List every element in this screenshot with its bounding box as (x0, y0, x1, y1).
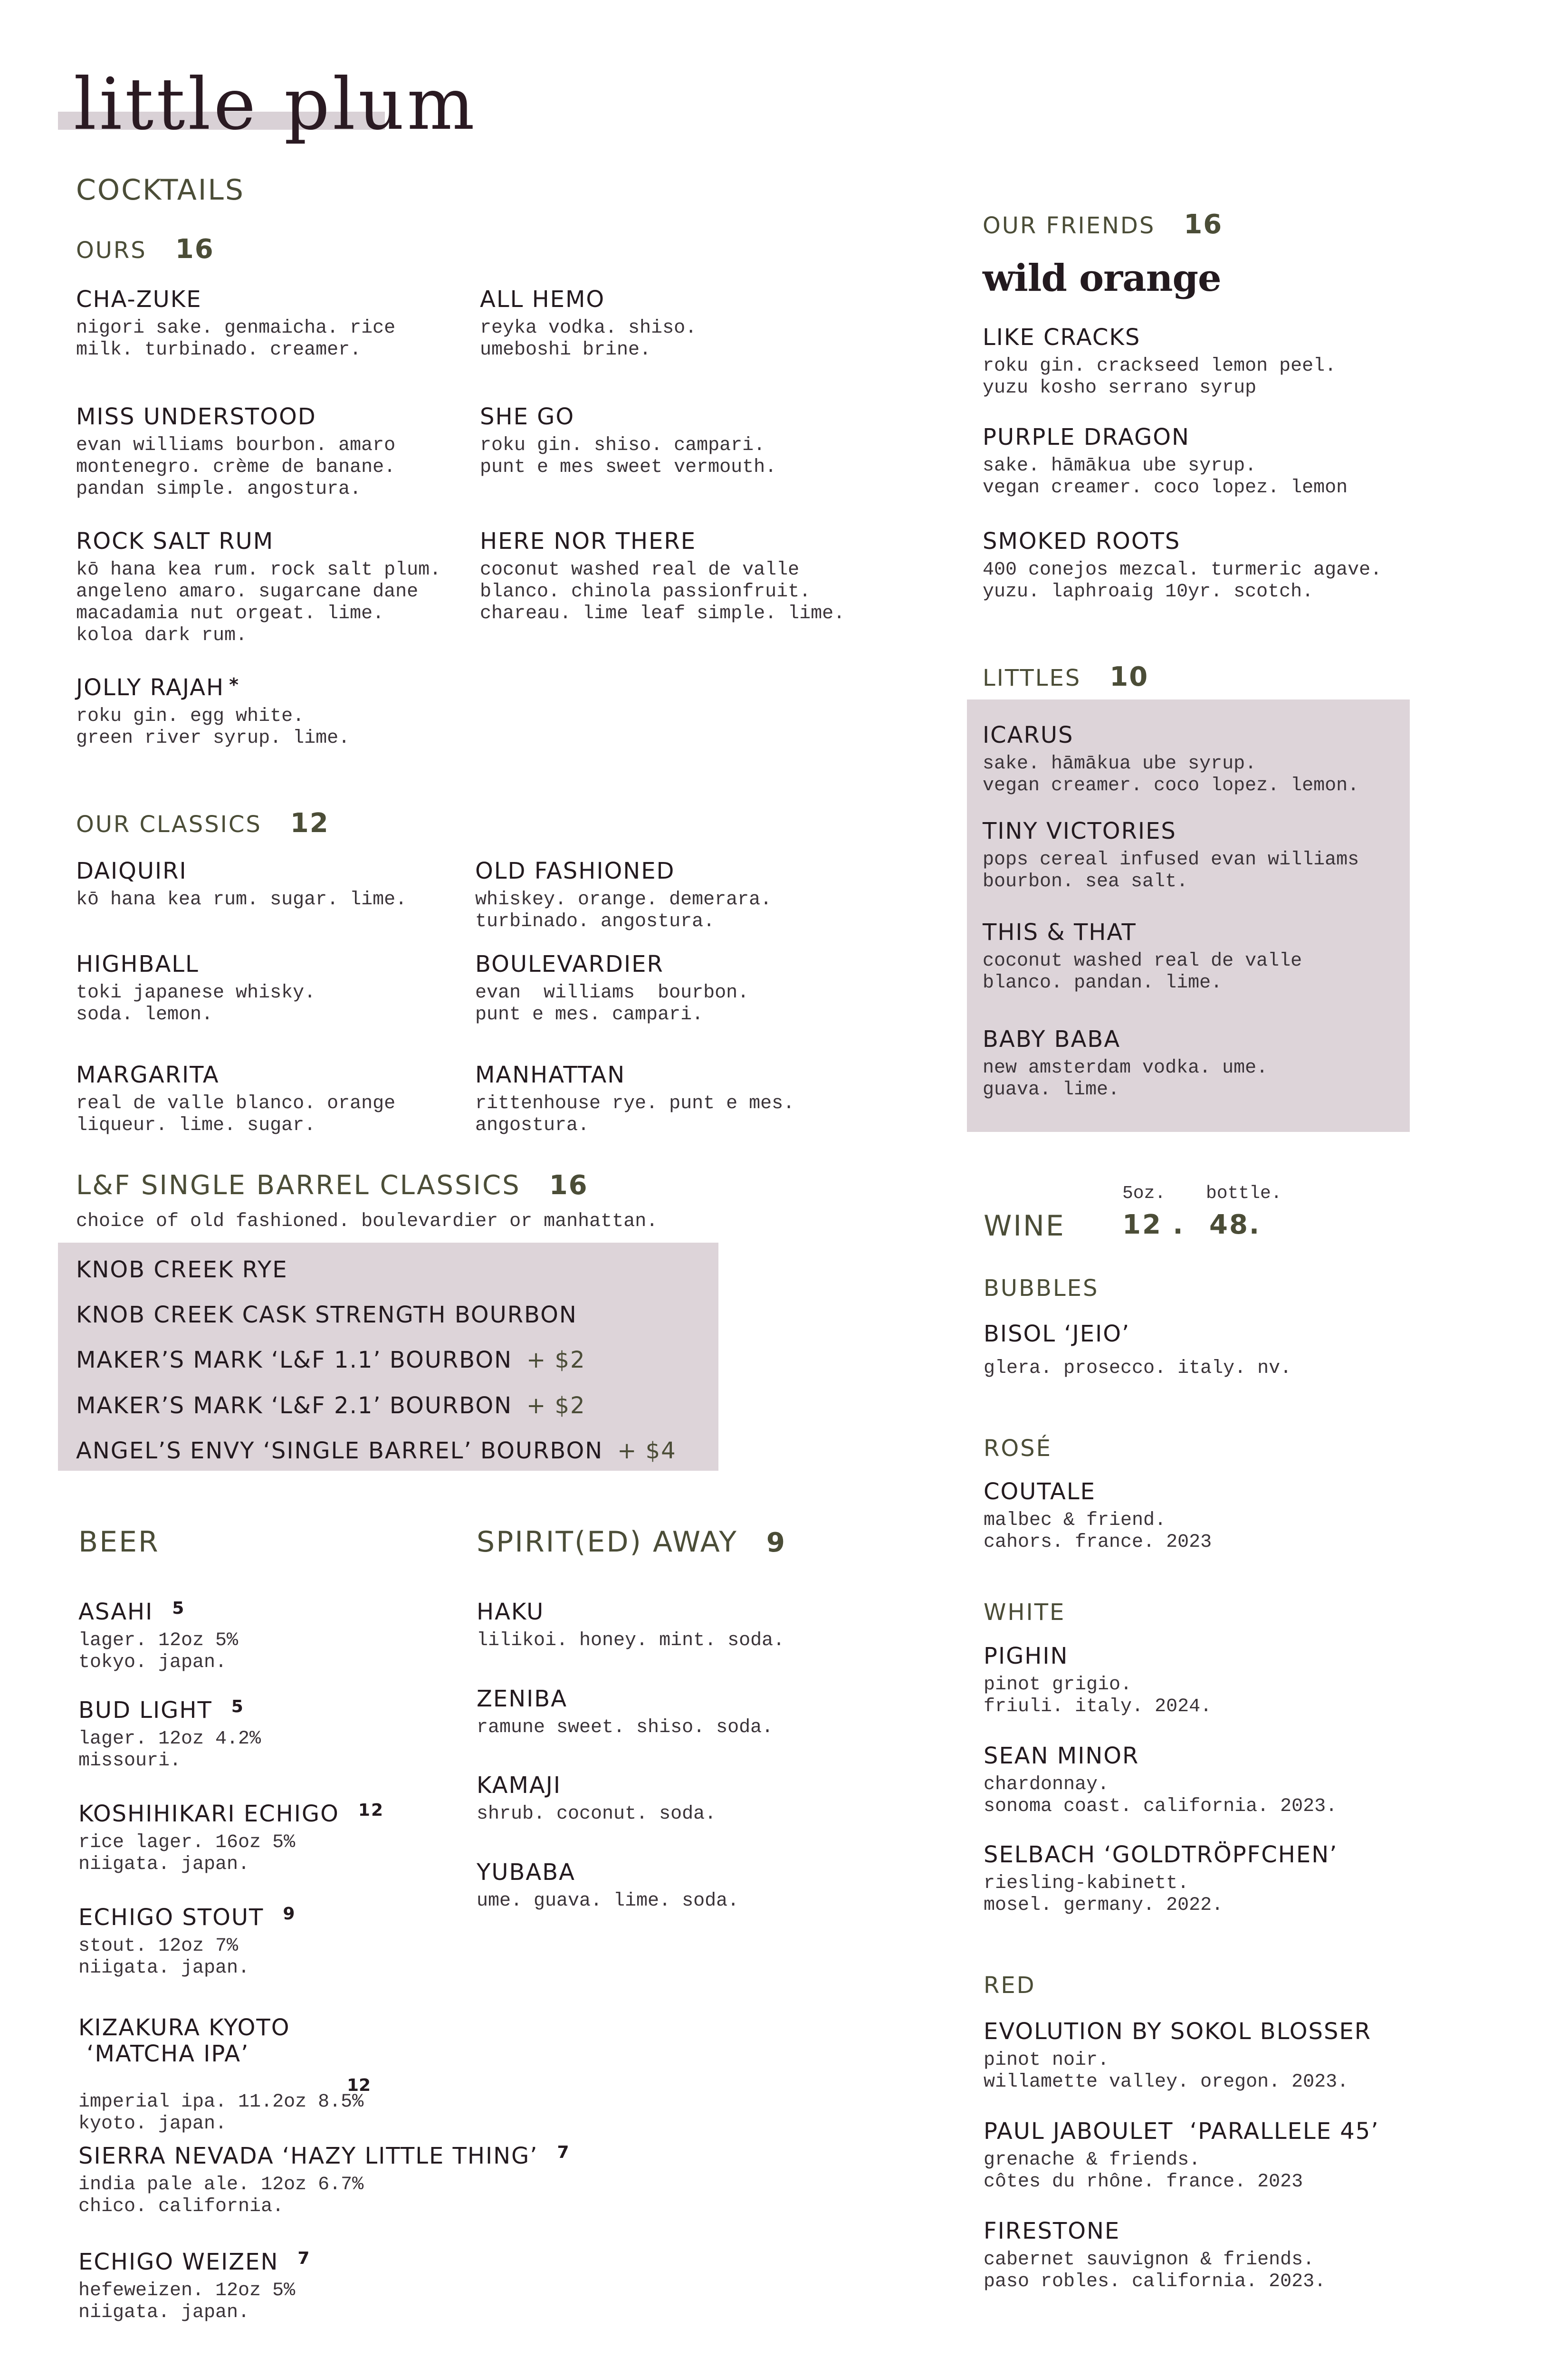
item-desc: rittenhouse rye. punt e mes. angostura. (475, 1093, 795, 1137)
cocktail-item (480, 404, 776, 479)
beer-price: 12 (358, 1801, 384, 1820)
beer-name-row (78, 2143, 570, 2169)
spirited-item (477, 1772, 716, 1825)
beer-name: ECHIGO WEIZEN (78, 2249, 279, 2275)
item-desc: evan williams bourbon. punt e mes. campari. (475, 982, 749, 1026)
wine-item (984, 2118, 1379, 2193)
spirited-price: 9 (766, 1527, 786, 1558)
wine-price-glass: 12 . (1122, 1209, 1185, 1240)
barrel-name: MAKER’S MARK ‘L&F 1.1’ BOURBON (76, 1347, 512, 1374)
cocktail-item (76, 858, 407, 911)
beer-desc: hefeweizen. 12oz 5% niigata. japan. (78, 2280, 296, 2324)
littles-label: LITTLES (983, 665, 1081, 691)
barrel-item (76, 1257, 718, 1283)
beer-name: KIZAKURA KYOTO ‘MATCHA IPA’ (78, 2014, 290, 2068)
wine-item (984, 1643, 1212, 1718)
cocktail-item (475, 1062, 794, 1137)
classics-label: OUR CLASSICS (76, 811, 262, 838)
item-name: SHE GO (480, 403, 575, 430)
beer-name: BUD LIGHT (78, 1697, 212, 1724)
item-name: JOLLY RAJAH (76, 674, 225, 701)
friends-item (983, 528, 1382, 603)
beer-desc: imperial ipa. 11.2oz 8.5% kyoto. japan. (78, 2091, 364, 2135)
barrel-item (76, 1438, 718, 1464)
item-name: PIGHIN (984, 1643, 1069, 1669)
friends-heading (983, 209, 1223, 240)
beer-name-row (78, 2249, 310, 2275)
beer-desc: lager. 12oz 4.2% missouri. (78, 1728, 261, 1772)
barrel-name: MAKER’S MARK ‘L&F 2.1’ BOURBON (76, 1392, 512, 1419)
item-desc: 400 conejos mezcal. turmeric agave. yuzu. laphroaig 10yr. scotch. (983, 559, 1382, 603)
beer-price: 9 (283, 1904, 296, 1924)
item-name: PAUL JABOULET ‘PARALLELE 45’ (984, 2118, 1379, 2145)
item-desc: reyka vodka. shiso. umeboshi brine. (480, 317, 697, 361)
beer-heading: BEER (78, 1525, 160, 1559)
item-desc: shrub. coconut. soda. (477, 1803, 717, 1825)
cocktail-item (76, 404, 395, 500)
item-desc: kō hana kea rum. rock salt plum. angeleno amaro. sugarcane dane macadamia nut orgeat. lime. koloa dark rum. (76, 559, 441, 647)
item-desc: roku gin. shiso. campari. punt e mes sweet vermouth. (480, 435, 777, 479)
barrel-item (76, 1302, 718, 1328)
littles-item (983, 722, 1359, 797)
white-heading: WHITE (984, 1599, 1066, 1626)
cocktail-item (76, 528, 441, 647)
beer-item (78, 2014, 371, 2135)
spirited-label: SPIRIT(ED) AWAY (477, 1525, 738, 1559)
item-desc: sake. hāmākua ube syrup. vegan creamer. coco lopez. lemon (983, 455, 1348, 499)
cocktail-item (76, 287, 395, 361)
item-desc: pops cereal infused evan williams bourbon. sea salt. (983, 849, 1359, 893)
beer-price: 5 (172, 1599, 185, 1618)
item-desc: evan williams bourbon. amaro montenegro. crème de banane. pandan simple. angostura. (76, 435, 396, 500)
asterisk-mark: * (229, 674, 239, 695)
friends-item (983, 424, 1348, 499)
item-name: SMOKED ROOTS (983, 528, 1181, 555)
beer-desc: lager. 12oz 5% tokyo. japan. (78, 1630, 239, 1674)
wild-orange-logo: wild orange (983, 257, 1221, 300)
spirited-item (477, 1599, 784, 1652)
item-name: ALL HEMO (480, 286, 605, 313)
item-desc: pinot noir. willamette valley. oregon. 2023. (984, 2050, 1349, 2093)
beer-name-row (78, 2015, 363, 2067)
rose-heading: ROSÉ (984, 1435, 1052, 1462)
barrel-item (76, 1347, 718, 1373)
wine-item (984, 2019, 1371, 2093)
beer-item (78, 1905, 296, 1979)
littles-price: 10 (1109, 661, 1149, 692)
item-name: OLD FASHIONED (475, 858, 675, 884)
barrel-item (76, 1393, 718, 1419)
item-desc: riesling-kabinett. mosel. germany. 2022. (984, 1873, 1224, 1916)
barrel-name: KNOB CREEK RYE (76, 1256, 288, 1283)
item-desc: new amsterdam vodka. ume. guava. lime. (983, 1057, 1268, 1101)
item-desc: sake. hāmākua ube syrup. vegan creamer. coco lopez. lemon. (983, 753, 1359, 797)
wine-item (984, 1479, 1212, 1553)
item-name: DAIQUIRI (76, 858, 187, 884)
bubbles-heading: BUBBLES (984, 1275, 1099, 1302)
item-name: HERE NOR THERE (480, 528, 697, 555)
logo: little plum (74, 63, 478, 146)
wine-col-5oz: 5oz. (1122, 1183, 1166, 1204)
beer-item (78, 2249, 310, 2324)
wine-item (984, 1321, 1291, 1380)
friends-price: 16 (1184, 209, 1223, 240)
item-name: HAKU (477, 1599, 545, 1625)
spirited-heading (477, 1525, 786, 1559)
beer-name-row (78, 1599, 238, 1625)
item-desc: glera. prosecco. italy. nv. (984, 1358, 1292, 1380)
item-name: ROCK SALT RUM (76, 528, 274, 555)
item-desc: coconut washed real de valle blanco. chinola passionfruit. chareau. lime leaf simple. lime. (480, 559, 845, 625)
item-desc: ramune sweet. shiso. soda. (477, 1717, 774, 1739)
single-barrel-box (58, 1243, 718, 1471)
item-name: YUBABA (477, 1859, 575, 1886)
item-desc: cabernet sauvignon & friends. paso robles. california. 2023. (984, 2249, 1326, 2293)
beer-price: 7 (297, 2249, 311, 2268)
beer-desc: india pale ale. 12oz 6.7% chico. california. (78, 2174, 364, 2218)
item-desc: pinot grigio. friuli. italy. 2024. (984, 1674, 1212, 1718)
cocktail-item (76, 1062, 395, 1137)
item-desc: kō hana kea rum. sugar. lime. (76, 889, 407, 911)
beer-item (78, 2143, 570, 2218)
cocktail-item (475, 951, 749, 1026)
item-name: THIS & THAT (983, 919, 1137, 946)
littles-item (983, 818, 1359, 893)
beer-name: ASAHI (78, 1599, 153, 1625)
ours-price: 16 (175, 234, 214, 265)
item-name: MISS UNDERSTOOD (76, 403, 316, 430)
beer-name: ECHIGO STOUT (78, 1904, 264, 1931)
classics-heading (76, 808, 329, 839)
item-desc: roku gin. crackseed lemon peel. yuzu kosho serrano syrup (983, 355, 1337, 399)
item-desc: lilikoi. honey. mint. soda. (477, 1630, 785, 1652)
item-name: MANHATTAN (475, 1062, 626, 1088)
barrel-addon: + $4 (617, 1437, 677, 1464)
cocktails-heading: COCKTAILS (76, 173, 245, 207)
beer-price: 5 (231, 1697, 244, 1716)
beer-name: KOSHIHIKARI ECHIGO (78, 1801, 339, 1827)
wine-price-bottle: 48. (1209, 1209, 1261, 1240)
item-name: SELBACH ‘GOLDTRÖPFCHEN’ (984, 1841, 1338, 1868)
item-desc: toki japanese whisky. soda. lemon. (76, 982, 316, 1026)
red-heading: RED (984, 1972, 1036, 1999)
littles-item (983, 1026, 1268, 1101)
classics-price: 12 (290, 808, 329, 839)
wine-item (984, 2218, 1326, 2293)
beer-name-row (78, 1697, 261, 1724)
item-name: TINY VICTORIES (983, 818, 1176, 844)
friends-label: OUR FRIENDS (983, 212, 1156, 239)
item-desc: whiskey. orange. demerara. turbinado. angostura. (475, 889, 772, 933)
item-desc: ume. guava. lime. soda. (477, 1890, 739, 1912)
item-name: LIKE CRACKS (983, 324, 1141, 351)
single-barrel-price: 16 (549, 1170, 588, 1201)
item-name: SEAN MINOR (984, 1743, 1139, 1769)
item-name: MARGARITA (76, 1062, 220, 1088)
item-desc: real de valle blanco. orange liqueur. lime. sugar. (76, 1093, 396, 1137)
item-name: COUTALE (984, 1478, 1096, 1505)
wine-col-bottle: bottle. (1206, 1183, 1282, 1204)
beer-name: SIERRA NEVADA ‘HAZY LITTLE THING’ (78, 2143, 538, 2169)
item-desc: nigori sake. genmaicha. rice milk. turbinado. creamer. (76, 317, 396, 361)
beer-price: 12 (347, 2076, 371, 2096)
item-name: KAMAJI (477, 1772, 562, 1799)
cocktail-item (475, 858, 772, 933)
beer-name-row (78, 1801, 384, 1827)
wine-heading: WINE (984, 1209, 1065, 1243)
barrel-name: ANGEL’S ENVY ‘SINGLE BARREL’ BOURBON (76, 1437, 603, 1464)
item-name: ICARUS (983, 722, 1074, 748)
beer-price: 7 (557, 2143, 570, 2162)
single-barrel-heading (76, 1170, 588, 1201)
beer-desc: rice lager. 16oz 5% niigata. japan. (78, 1832, 296, 1876)
beer-item (78, 1697, 261, 1772)
barrel-addon: + $2 (526, 1392, 586, 1419)
cocktail-item (480, 528, 845, 625)
item-name: BOULEVARDIER (475, 951, 664, 977)
spirited-item (477, 1686, 773, 1739)
item-name: CHA-ZUKE (76, 286, 202, 313)
item-name: EVOLUTION BY SOKOL BLOSSER (984, 2018, 1372, 2045)
beer-desc: stout. 12oz 7% niigata. japan. (78, 1935, 250, 1979)
item-desc: malbec & friend. cahors. france. 2023 (984, 1510, 1212, 1553)
wine-item (984, 1743, 1337, 1818)
item-name: FIRESTONE (984, 2218, 1120, 2244)
beer-name-row (78, 1905, 296, 1931)
beer-item (78, 1599, 238, 1674)
cocktail-item (76, 675, 350, 749)
item-name: PURPLE DRAGON (983, 424, 1190, 450)
item-desc: coconut washed real de valle blanco. pandan. lime. (983, 950, 1302, 994)
barrel-addon: + $2 (526, 1347, 586, 1374)
barrel-name: KNOB CREEK CASK STRENGTH BOURBON (76, 1302, 577, 1329)
friends-item (983, 325, 1336, 399)
item-name: ZENIBA (477, 1686, 568, 1712)
cocktail-item (480, 287, 697, 361)
cocktail-item (76, 951, 316, 1026)
item-name: HIGHBALL (76, 951, 199, 977)
wine-item (984, 1842, 1338, 1916)
single-barrel-subtitle: choice of old fashioned. boulevardier or manhattan. (76, 1211, 658, 1232)
item-name: BABY BABA (983, 1026, 1121, 1053)
littles-heading (983, 661, 1148, 692)
ours-heading (76, 234, 214, 265)
item-desc: chardonnay. sonoma coast. california. 2023. (984, 1774, 1338, 1818)
beer-item (78, 1801, 384, 1876)
littles-item (983, 920, 1302, 994)
ours-label: OURS (76, 237, 147, 264)
item-name-row (76, 675, 350, 701)
item-desc: grenache & friends. côtes du rhône. france. 2023 (984, 2149, 1303, 2193)
item-name: BISOL ‘JEIO’ (984, 1321, 1130, 1347)
single-barrel-label: L&F SINGLE BARREL CLASSICS (76, 1170, 521, 1201)
spirited-item (477, 1859, 739, 1912)
item-desc: roku gin. egg white. green river syrup. lime. (76, 706, 350, 749)
